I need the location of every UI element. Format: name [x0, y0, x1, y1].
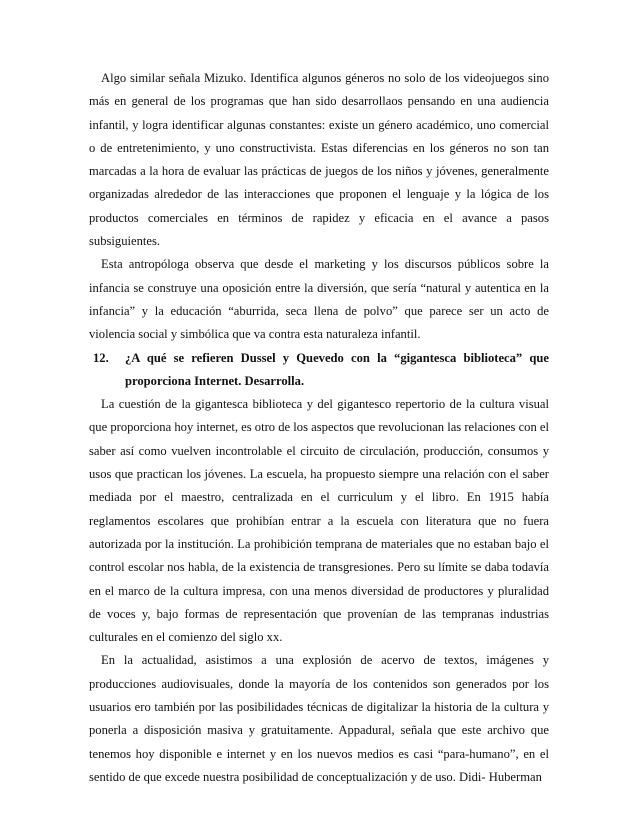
- paragraph-antropologa: Esta antropóloga observa que desde el marketing y los discursos públicos sobre la infancia se construye una oposición entre la diversión, que sería “natural y autentica en la infancia” y la educación “aburrida, seca llena de polvo” que parece ser un acto de violencia social y simbólica que va contra esta naturaleza infantil.: [89, 257, 549, 342]
- paragraph-actualidad: En la actualidad, asistimos a una explosión de acervo de textos, imágenes y producciones audiovisuales, donde la mayoría de los contenidos son generados por los usuarios ero también por las posibilidades técnicas de digitalizar la historia de la cultura y ponerla a disposición masiva y gratuitamente. Appadural, señala que este archivo que tenemos hoy disponible e internet y en los nuevos medios es casi “para-humano”, en el sentido de que excede nuestra posibilidad de conceptualización y de uso. Didi- Huberman: [89, 653, 549, 784]
- question-heading: [89, 347, 549, 394]
- document-page: [89, 67, 549, 789]
- paragraph-mizuko: Algo similar señala Mizuko. Identifica algunos géneros no solo de los videojuegos sino más en general de los programas que han sido desarrollaos pensando en una audiencia infantil, y logra identificar algunas constantes: existe un género académico, uno comercial o de entretenimiento, y uno constructivista. Estas diferencias en los géneros no son tan marcadas a la hora de evaluar las prácticas de juegos de los niños y jóvenes, generalmente organizadas alrededor de las interacciones que proponen el lenguaje y la lógica de los productos comerciales en términos de rapidez y eficacia en el avance a pasos subsiguientes.: [89, 71, 549, 249]
- paragraph-gigantesca-biblioteca: La cuestión de la gigantesca biblioteca y del gigantesco repertorio de la cultura visual que proporciona hoy internet, es otro de los aspectos que revolucionan las relaciones con el saber así como vuelven incontrolable el circuito de circulación, producción, consumos y usos que practican los jóvenes. La escuela, ha propuesto siempre una relación con el saber mediada por el maestro, centralizada en el curriculum y el libro. En 1915 había reglamentos escolares que prohibían entrar a la escuela con literatura que no fuera autorizada por la institución. La prohibición temprana de materiales que no estaban bajo el control escolar nos habla, de la existencia de transgresiones. Pero su límite se daba todavía en el marco de la cultura impresa, con una menos diversidad de productores y pluralidad de voces y, bajo formas de representación que provenían de las tempranas industrias culturales en el comienzo del siglo xx.: [89, 397, 549, 645]
- question-text: ¿A qué se refieren Dussel y Quevedo con la “gigantesca biblioteca” que proporciona Internet. Desarrolla.: [125, 350, 549, 388]
- question-number: 12.: [93, 350, 109, 365]
